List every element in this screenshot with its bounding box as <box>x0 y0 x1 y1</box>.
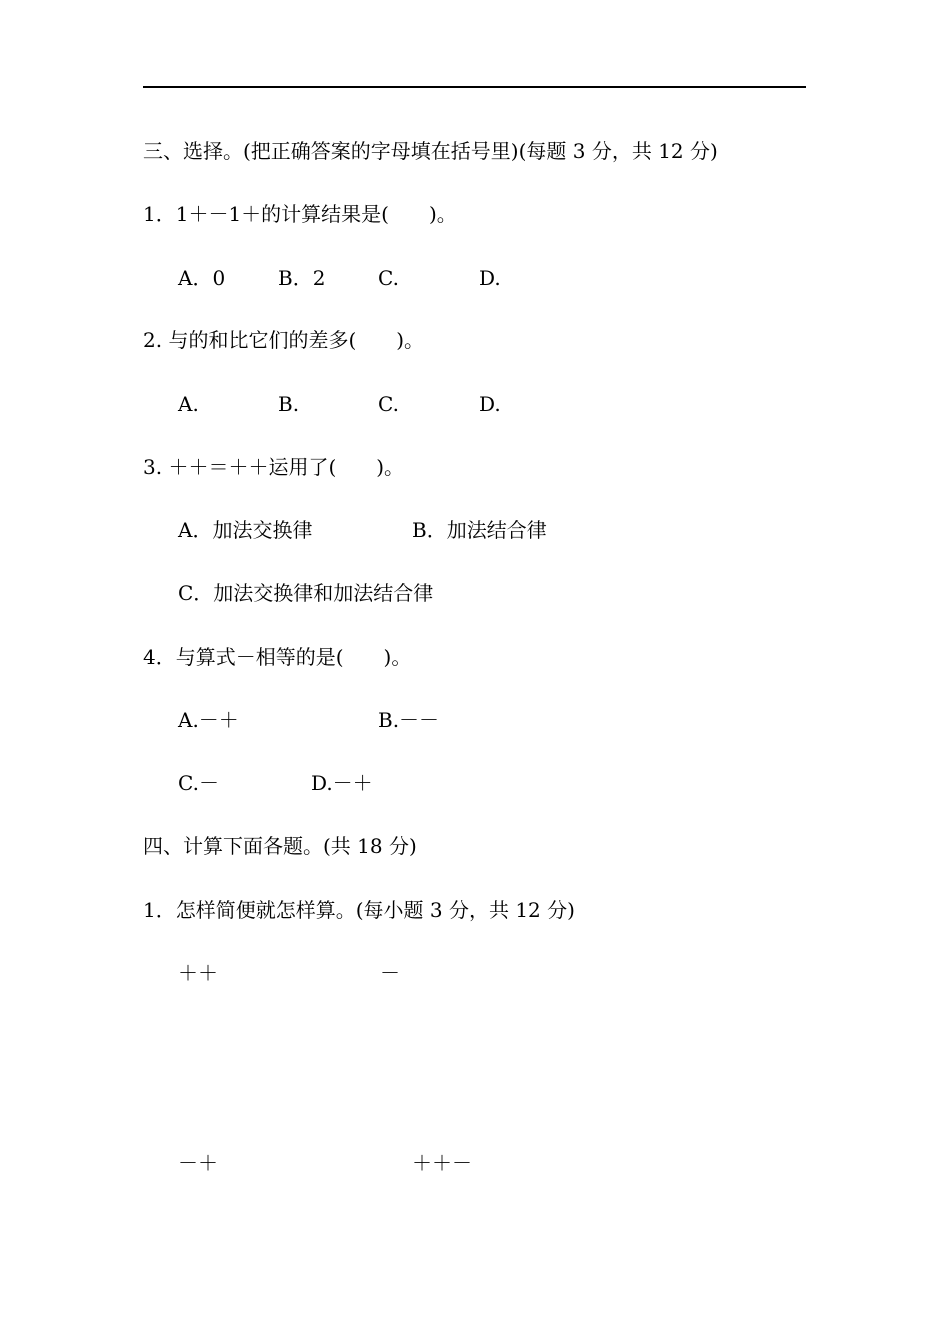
question-4-option-c: C.－ <box>178 771 219 795</box>
question-3-option-c: C．加法交换律和加法结合律 <box>178 581 434 605</box>
expression-3: －＋ <box>178 1151 218 1175</box>
expression-1: ＋＋ <box>178 961 218 985</box>
question-4-option-d: D.－＋ <box>311 771 373 795</box>
question-3-stem: 3. ＋＋＝＋＋运用了( )。 <box>143 455 405 479</box>
question-2-option-b: B. <box>278 392 300 416</box>
question-4-stem: 4．与算式－相等的是( )。 <box>143 645 412 669</box>
question-4-option-a: A.－＋ <box>178 708 239 732</box>
question-1-option-d: D. <box>479 266 501 290</box>
question-1-option-c: C. <box>378 266 399 290</box>
section-4-question-1-stem: 1．怎样简便就怎样算。(每小题 3 分，共 12 分) <box>143 898 575 922</box>
question-1-stem: 1．1＋－1＋的计算结果是( )。 <box>143 202 457 226</box>
question-3-option-a: A．加法交换律 <box>178 518 313 542</box>
question-2-option-c: C. <box>378 392 399 416</box>
expression-2: － <box>380 961 400 985</box>
question-2-stem: 2. 与的和比它们的差多( )。 <box>143 328 425 352</box>
section-4-title: 四、计算下面各题。(共 18 分) <box>143 834 417 858</box>
question-1-option-b: B．2 <box>278 266 326 290</box>
header-rule <box>143 86 806 88</box>
question-4-option-b: B.－－ <box>378 708 440 732</box>
question-1-option-a: A．0 <box>178 266 226 290</box>
question-2-option-a: A. <box>178 392 199 416</box>
question-2-option-d: D. <box>479 392 501 416</box>
question-3-option-b: B．加法结合律 <box>412 518 547 542</box>
expression-4: ＋＋－ <box>412 1151 472 1175</box>
section-3-title: 三、选择。(把正确答案的字母填在括号里)(每题 3 分，共 12 分) <box>143 139 718 163</box>
